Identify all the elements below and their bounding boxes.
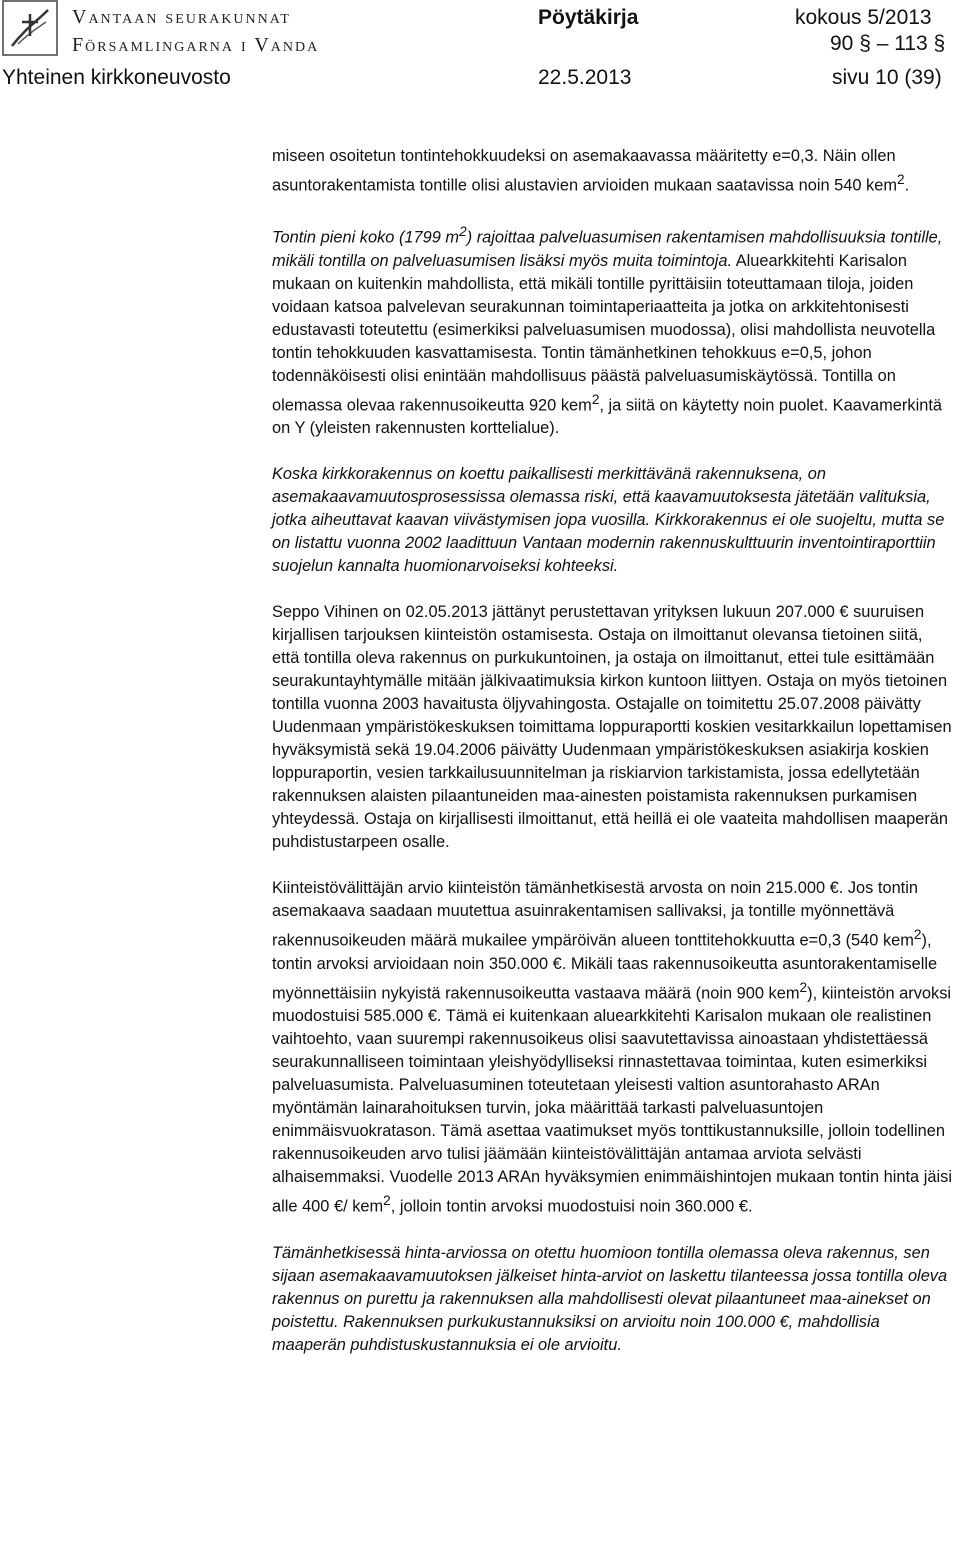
meeting-date: 22.5.2013	[538, 66, 632, 89]
church-emblem-icon	[2, 0, 58, 56]
paragraph-6: Tämänhetkisessä hinta-arviossa on otettu huomioon tontilla olemassa oleva rakennus, sen sijaan asemakaavamuutoksen jälkeiset hinta-arviot on laskettu tilanteessa jossa tontilla oleva rakennus on purettu ja rakennuksen alla mahdollisesti olevat pilaantuneet maa-ainekset on poistettu. Rakennuksen purkukustannuksiksi on arvioitu noin 100.000 €, mahdollisia maaperän puhdistuskustannuksia ei ole arvioitu.	[272, 1243, 948, 1354]
page-number: sivu 10 (39)	[832, 66, 942, 89]
org-name-finnish: Vantaan seurakunnat	[72, 6, 291, 28]
paragraph-4: Seppo Vihinen on 02.05.2013 jättänyt perustettavan yrityksen lukuun 207.000 € suuruisen kirjallisen tarjouksen kiinteistön ostamisesta. Ostaja on ilmoittanut olevansa tietoinen siitä, että tontilla oleva rakennus on purkukuntoinen, ja ostaja on ilmoittanut, ettei tule esittämään seurakuntayhtymälle mitään jälkivaatimuksia kirkon kuntoon liittyen. Ostaja on myös tietoinen tontilla vuonna 2003 havaitusta öljyvahingosta. Ostajalle on toimitettu 25.07.2008 päivätty Uudenmaan ympäristökeskuksen toimittama loppuraportti koskien vesitarkkailun lopettamisen hyväksymistä sekä 19.04.2006 päivätty Uudenmaan ympäristökeskuksen asiakirja koskien loppuraportin, vesien tarkkailusuunnitelman ja riskiarvion tarkistamista, jossa edellytetään rakennuksen alaisten pilaantuneiden maa-ainesten poistamista rakennuksen purkamisen yhteydessä. Ostaja on kirjallisesti ilmoittanut, että heillä ei ole vaateita mahdollisen maaperän puhdistustarpeen osalle.	[272, 603, 952, 852]
paragraph-1: miseen osoitetun tontintehokkuudeksi on asemakaavassa määritetty e=0,3. Näin ollen asuntorakentamista tontille olisi alustavien arvioiden mukaan saatavissa noin 540 kem$^2$.	[272, 147, 910, 195]
org-logo-block	[2, 0, 362, 62]
paragraph-2: Tontin pieni koko (1799 $m^2$) rajoittaa palveluasumisen rakentamisen mahdollisuuksia tontille, mikäli tontilla on palveluasumisen lisäksi myös muita toimintoja. Aluearkkitehti Karisalon mukaan on kuitenkin mahdollista, että mikäli tontille pyrittäisiin toteuttamaan tiloja, joiden voidaan katsoa palvelevan seurakunnan toimintaperiaatteita ja jotka on arkkitehtonisesti edustavasti toteutettu (esimerkiksi palveluasumisen muodossa), olisi mahdollista neuvotella tontin tehokkuuden kasvattamisesta. Tontin tämänhetkinen tehokkuus e=0,5, johon todennäköisesti olisi enintään mahdollisuus päästä palveluasumiskäytössä. Tontilla on olemassa olevaa rakennusoikeutta 920 kem$^2$, ja siitä on käytetty noin puolet. Kaavamerkintä on Y (yleisten rakennusten korttelialue).	[272, 224, 943, 438]
document-body	[272, 145, 952, 1380]
document-type: Pöytäkirja	[538, 6, 639, 29]
org-name-swedish: Församlingarna i Vanda	[72, 34, 320, 56]
board-name: Yhteinen kirkkoneuvosto	[2, 66, 231, 89]
paragraph-3: Koska kirkkorakennus on koettu paikallisesti merkittävänä rakennuksena, on asemakaavamuutosprosessissa olemassa riski, että kaavamuutoksesta jätetään valituksia, jotka aiheuttavat kaavan viivästymisen jopa vuosilla. Kirkkorakennus ei ole suojeltu, mutta se on listattu vuonna 2002 laadittuun Vantaan modernin rakennuskulttuurin inventointiraporttiin suojelun kannalta huomionarvoiseksi kohteeksi.	[272, 465, 945, 576]
meeting-number: kokous 5/2013	[795, 6, 932, 29]
paragraph-5: Kiinteistövälittäjän arvio kiinteistön tämänhetkisestä arvosta on noin 215.000 €. Jos tontin asemakaava saadaan muutettua asuinrakentamisen sallivaksi, ja tontille myönnettävä rakennusoikeuden määrä mukailee ympäröivän alueen tonttitehokkuutta e=0,3 (540 kem$^2$), tontin arvoksi arvioidaan noin 350.000 €. Mikäli taas rakennusoikeutta asuntorakentamiselle myönnettäisiin nykyistä rakennusoikeutta vastaava määrä (noin 900 kem$^2$), kiinteistön arvoksi muodostuisi 585.000 €. Tämä ei kuitenkaan aluearkkitehti Karisalon mukaan ole realistinen vaihtoehto, vaan suurempi rakennusoikeus olisi saavutettavissa ainoastaan yhdistettäessä seurakunnalliseen toimintaan yleishyödylliseksi rinnastettavaa toimintaa, kuten esimerkiksi palveluasumista. Palveluasuminen toteutetaan yleisesti valtion asuntorahasto ARAn myöntämän lainarahoituksen turvin, joka määrittää tarkasti palveluasuntojen enimmäisvuokratason. Tämä asettaa vaatimukset myös tonttikustannuksille, jolloin todellinen rakennusoikeuden arvo tulisi jäämään kiinteistövälittäjän antamaa arviota selvästi alhaisemmaksi. Vuodelle 2013 ARAn hyväksymien enimmäishintojen mukaan tontin hinta jäisi alle 400 €/ kem$^2$, jolloin tontin arvoksi muodostuisi noin 360.000 €.	[272, 879, 952, 1216]
section-range: 90 § – 113 §	[830, 32, 946, 55]
